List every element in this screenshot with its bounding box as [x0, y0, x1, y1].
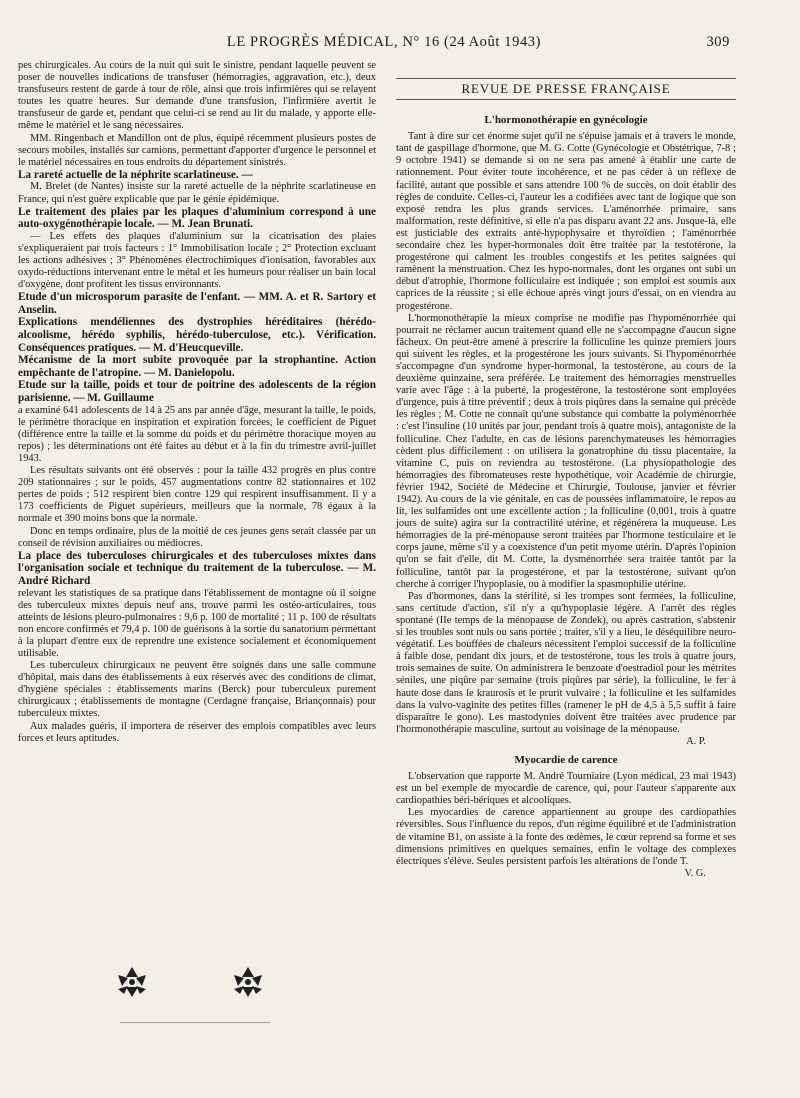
article-title: Etude d'un microsporum parasite de l'enfant. — MM. A. et R. Sartory et Anselin. — [18, 291, 376, 316]
article-title: Explications mendéliennes des dystrophies héréditaires (hérédo-alcoolisme, hérédo syphilis, hérédo-tuberculose, etc.). Vérification. Conséquences pratiques. — M. d'Heucqueville. — [18, 316, 376, 354]
signature: V. G. — [684, 867, 706, 879]
article-title: Etude sur la taille, poids et tour de poitrine des adolescents de la région parisienne. — M. Guillaume — [18, 379, 376, 405]
paragraph: M. Brelet (de Nantes) insiste sur la rareté actuelle de la néphrite scarlatineuse en France, qui n'est guère explicable que par le génie épidémique. — [18, 181, 376, 205]
article-title: Le traitement des plaies par les plaques d'aluminium correspond à une auto-oxygénothérapie locale. — M. Jean Brunati. — [18, 205, 376, 231]
paragraph: a examiné 641 adolescents de 14 à 25 ans par année d'âge, mesurant la taille, le poids, le périmètre thoracique en inspiration et expiration forcées, le coefficient de Piguet (différence entre la taille et la somme du poids et du périmètre thoracique moyen au repos) ; les déterminations ont été faites au début et à la fin du trimestre avril-juillet 1943. — [18, 404, 376, 464]
paragraph: Aux malades guéris, il importera de réserver des emplois compatibles avec leurs forces et leurs aptitudes. — [18, 720, 376, 744]
paragraph: Tant à dire sur cet énorme sujet qu'il ne s'épuise jamais et à travers le monde, tant de gaspillage d'hormone, que M. G. Cotte (Gynécologie et Obstétrique, 7-8 ; 9 octobre 1941) se demande si on ne sera pas amené à établir une carte de rationnement. Pour éviter toute incohérence, et ne pas céder à un réflexe de facilité, autant que possible et sans attendre 100 % de succès, on doit établir des règles de conduite. Celles-ci, l'auteur les a codifiées avec tant de logique que son exposé rendra les plus grands services. L'aménorrhée primaire, sans malformation, reste définitive, si elle n'a pas disparu avant 22 ans. Jusque-là, elle est justiciable des extraits anté-hypophysaire et thyroïdien ; l'aménorrhée secondaire chez les hyper-hormonales doit être traitée par la testotérone, la progestérone qui calment les troubles congestifs et les petites saignées qui ramènent la menstruation. Chez les hypo-normales, dont les organes ont subi un début d'atrophie, l'hormone folliculaire est indiquée ; son emploi est soumis aux caprices de la réussite ; si elle échoue après vingt jours d'essai, on en viendra au progestérone. — [396, 131, 736, 312]
running-title: LE PROGRÈS MÉDICAL, N° 16 (24 Août 1943) — [226, 34, 542, 50]
paragraph: L'hormonothérapie la mieux comprise ne modifie pas l'hypoménorrhée qui pourrait ne réclamer aucun traitement quand elle ne s'accompagne d'aucun signe fâcheux. On peut-être amené à prescrire la folliculine les quinze premiers jours qui suivent les règles, et la progestérone les jours suivants. Si l'hypoménorrhée s'accompagne d'un syndrome hyper-hormonal, la testostérone, au cours de la deuxième quinzaine, sera préférée. Le traitement des hémorragies menstruelles varie avec l'âge : à la puberté, la progestérone, la testostérone sont employées d'urgence, puis à titre préventif ; deux à trois piqûres dans la semaine qui précède les règles ; M. Cotte ne connaît qu'une substance qui combatte la polyménorrhée : c'est l'insuline (10 unités par jour, pendant trois à quatre mois), antagoniste de la folliculine. Chez l'adulte, en cas de lésions parenchymateuses les hémorragies cèdent plus difficilement : on utilisera la gonatrophine du tissu placentaire, la vitamine C, puis on reviendra au testostérone. (La physiopathologie des hémorragies des fibromateuses reste hypothétique, voir Académie de chirurgie, février 1942, Société de Médecine et Chirurgie, Toulouse, janvier et février 1942). Au cours de la vie génitale, en cas de poussées inflammatoire, le repos au lit, les sulfamides ont une excellente action ; la folliculine (0,001, trois à quatre jours de suite) agira sur la contractilité utérine, et régénérera la muqueuse. Les hémorragies de la pré-ménopause seront traitées par l'hormone testiculaire et le corps jaune, même s'il y a coexistence d'un petit myome utérin. D'après l'opinion qu'on se fait d'elle, dit M. Cotte, la dysménorrhée sera traitée tantôt par la folliculine, tantôt par la progestérone, et par la testostérone, suivant qu'on cherche à corriger l'hypoplasie, ou à modifier la spasmophilie utérine. — [396, 312, 736, 590]
paragraph: Les résultats suivants ont été observés : pour la taille 432 progrès en plus contre 209 stationnaires ; sur le poids, 457 augmentations contre 82 stationnaires et 102 pertes de poids ; 512 respirent bien contre 129 qui respirent insuffisamment. Il y a 173 coefficients de Piguet supérieurs, meilleurs que la normale, 78 égaux à la normale et 390 moins bons que la normale. — [18, 465, 376, 525]
ornament-icon — [115, 965, 149, 999]
paragraph: — Les effets des plaques d'aluminium sur la cicatrisation des plaies s'expliqueraient par trois facteurs : 1° Immobilisation locale ; 2° Protection excluant les actions adhésives ; 3° Phénomènes électrochimiques d'ionisation, favorables aux oxydo-réductions intervenant entre le métal et les humeurs pour réaliser un bain local d'oxygène, dont profitent les tissus environnants. — [18, 230, 376, 291]
page-header — [38, 34, 730, 54]
paragraph: Donc en temps ordinaire, plus de la moitié de ces jeunes gens serait classée par un conseil de révision auxiliaires ou médiocres. — [18, 525, 376, 549]
section-title: REVUE DE PRESSE FRANÇAISE — [396, 78, 736, 100]
article-title: L'hormonothérapie en gynécologie — [484, 114, 648, 127]
right-column — [396, 78, 736, 880]
article-title: La place des tuberculoses chirurgicales et des tuberculoses mixtes dans l'organisation sociale et technique du traitement de la tuberculose. — M. André Richard — [18, 549, 376, 587]
paragraph: Les myocardies de carence appartiennent au groupe des cardiopathies réversibles. Sous l'influence du repos, d'un régime équilibré et de l'administration de vitamine B1, on assiste à la fonte des œdèmes, le cœur reprend sa forme et ses dimensions primitives en quelques semaines, enfin le voltage des complexes électriques s'élève. Seules persistent parfois les altérations de l'onde T. — [396, 807, 736, 867]
paragraph: relevant les statistiques de sa pratique dans l'établissement de montagne où il soigne des tuberculeux mixtes depuis neuf ans, trouve parmi les ostéo-articulaires, tous atteints de lésions pleuro-pulmonaires : 9,6 p. 100 de mortalité ; 11 p. 100 de résultats non encore confirmés et 79,4 p. 100 de guérisons à la sortie du sanatorium permettant à la plupart d'entre eux de reprendre une existence socialement et économiquement utilisable. — [18, 587, 376, 659]
paragraph: pes chirurgicales. Au cours de la nuit qui suit le sinistre, pendant laquelle peuvent se poser de nouvelles indications de transfuser (hémorragies, aggravation, etc.), deux transfuseurs restent de garde à tour de rôle, ainsi que trois infirmières qui se relayent toutes les quatre heures. Sur demande d'une transfusion, l'infirmière avertit le transfuseur de garde et, pendant que celui-ci se rend au lit du malade, y apporte elle-même le matériel et le sang nécessaires. — [18, 60, 376, 132]
signature: A. P. — [686, 735, 706, 747]
paragraph: L'observation que rapporte M. André Tourniaire (Lyon médical, 23 mai 1943) est un bel exemple de myocardie de carence, qui, pour l'auteur s'apparente aux cardiopathies béri-bériques et alcooliques. — [396, 771, 736, 807]
paragraph: Pas d'hormones, dans la stérilité, si les trompes sont fermées, la folliculine, sans certitude d'action, s'il n'y a qu'hypoplasie légère. A l'arrêt des règles spontané (IIe temps de la ménopause de Zondek), ou après castration, s'abstenir si les troubles sont nuls ou sans portée ; traiter, s'il y a lieu, le déséquilibre neuro-végétatif. Les bouffées de chaleurs nécessitent l'emploi successif de la folliculine à faible dose, pendant dix jours, et de testostérone, tous les trois à quatre jours, trois semaines de suite. On administrera le benzoate d'oestradiol pour les métrites séniles, une piqûre par semaine (trois piqûres par série), la folliculine, le fer à haute dose dans le kraurosis et le prurit vulvaire ; la folliculine et les sulfamides dans la vulvo-vaginite des petites filles (ramener le pH de 4,5 à 5,5 suffit à faire disparaître le gono). Les mastodynies doivent être traitées avec prudence par l'hormonothérapie masculine, surtout au voisinage de la ménopause. — [396, 590, 736, 735]
divider — [120, 1022, 270, 1023]
ornament-icon — [231, 965, 265, 999]
article-title: Mécanisme de la mort subite provoquée par la strophantine. Action empêchante de l'atropine. — M. Danielopolu. — [18, 354, 376, 379]
paragraph: MM. Ringenbach et Mandillon ont de plus, équipé récemment plusieurs postes de secours mobiles, installés sur camions, permettant d'apporter d'urgence le personnel et le matériel nécessaires en tous endroits du département sinistrés. — [18, 132, 376, 168]
left-column — [18, 60, 376, 745]
page-number: 309 — [706, 34, 730, 50]
paragraph: Les tuberculeux chirurgicaux ne peuvent être soignés dans une salle commune d'hôpital, mais dans des établissements à eux réservés avec des conditions de climat, d'hygiène spéciales : établissements marins (Berck) pour tuberculeux purement chirurgicaux ; établissements de montagne (Cerdagne française, Briançonnais) pour tuberculeux mixtes. — [18, 660, 376, 720]
article-title: Myocardie de carence — [514, 753, 618, 766]
ornament-row — [115, 965, 265, 999]
article-title: La rareté actuelle de la néphrite scarlatineuse. — — [18, 168, 253, 181]
